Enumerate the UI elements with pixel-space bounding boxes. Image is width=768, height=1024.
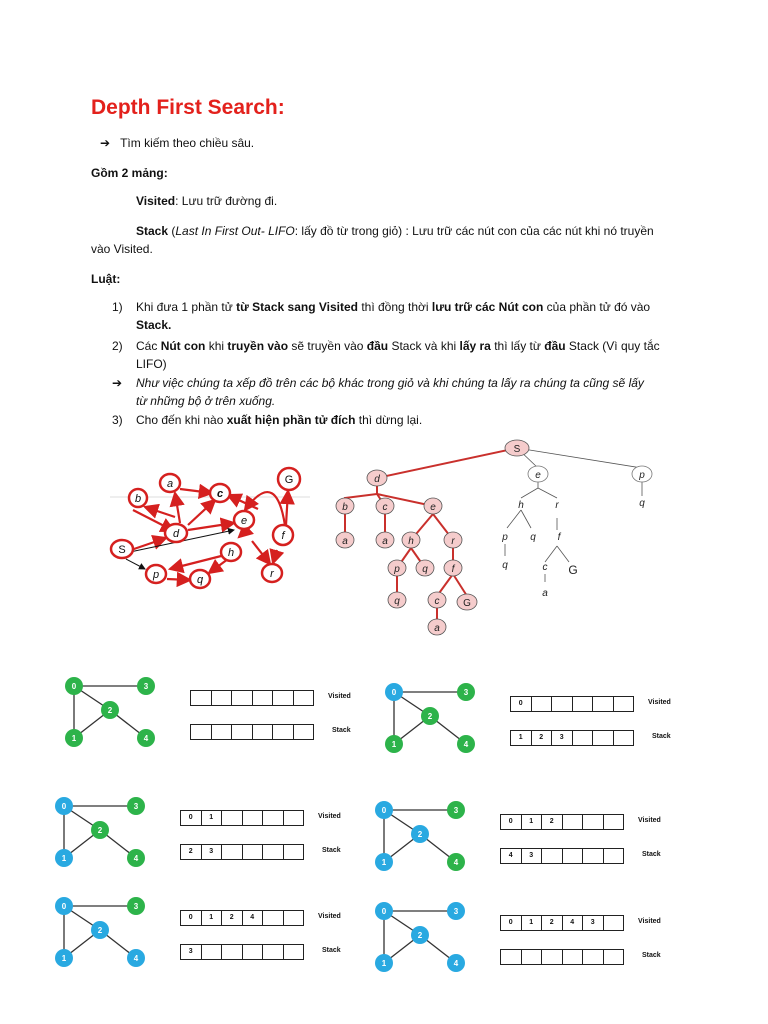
array-cell — [563, 849, 584, 863]
dfs-node-label: 1 — [381, 959, 387, 968]
graph-node-a: a — [166, 478, 174, 490]
tree-node-a3: a — [434, 623, 440, 634]
note-line-2: từ những bộ ở trên xuống. — [136, 394, 276, 408]
tree-node-d: d — [374, 474, 380, 485]
dfs-node-label: 4 — [453, 858, 459, 867]
visited-array — [500, 915, 624, 931]
note-line: ➔ Như việc chúng ta xếp đồ trên các bộ khác trong giỏ và khi chúng ta lấy ra chúng ta cũng sẽ lấy — [112, 376, 644, 390]
visited-label: Visited — [638, 918, 661, 925]
visited-definition: Visited: Lưu trữ đường đi. — [136, 194, 278, 208]
graph-node-s: S — [118, 544, 126, 556]
dfs-node-label: 1 — [61, 954, 67, 963]
dfs-graph — [370, 796, 480, 880]
array-cell — [222, 945, 243, 959]
dfs-node-label: 3 — [133, 802, 139, 811]
array-cell: 0 — [501, 916, 522, 930]
dfs-node-label: 3 — [453, 907, 459, 916]
search-tree-diagram — [325, 436, 680, 636]
array-cell — [212, 691, 233, 705]
dfs-node-label: 2 — [107, 706, 113, 715]
dfs-step-panel — [370, 796, 680, 888]
graph-node-g: G — [284, 474, 294, 486]
stack-label: Stack — [642, 851, 661, 858]
tree-node-b: b — [342, 502, 348, 513]
graph-node-h: h — [227, 547, 235, 559]
array-cell — [284, 945, 304, 959]
array-cell — [284, 845, 304, 859]
array-cell: 4 — [563, 916, 584, 930]
dfs-node-label: 4 — [463, 740, 469, 749]
array-cell: 1 — [202, 811, 223, 825]
array-cell — [593, 731, 614, 745]
dfs-graph — [60, 672, 170, 756]
intro-line — [100, 134, 700, 152]
graph-node-c: c — [216, 488, 224, 500]
dfs-graph — [50, 892, 160, 976]
tree-node-h2: h — [408, 536, 414, 547]
array-cell — [604, 815, 624, 829]
dfs-step-panel — [60, 672, 360, 764]
tree-node-g2: G — [463, 598, 471, 609]
dfs-node-label: 2 — [97, 926, 103, 935]
rule-1-line2: Stack. — [136, 318, 172, 332]
array-cell: 0 — [511, 697, 532, 711]
dfs-node-label: 0 — [61, 902, 67, 911]
array-cell — [191, 691, 212, 705]
dfs-node-label: 4 — [133, 854, 139, 863]
tree-node-a: a — [342, 536, 348, 547]
array-cell — [232, 691, 253, 705]
tree-node-p2: p — [502, 532, 508, 543]
tree-node-c2: c — [542, 562, 548, 573]
tree-node-a2: a — [382, 536, 388, 547]
array-cell — [583, 849, 604, 863]
tree-node-p: p — [639, 470, 645, 481]
visited-array — [500, 814, 624, 830]
array-cell — [583, 815, 604, 829]
array-cell: 0 — [181, 811, 202, 825]
array-cell — [253, 691, 274, 705]
dfs-node-label: 2 — [417, 931, 423, 940]
array-cell — [243, 945, 264, 959]
dfs-node-label: 3 — [453, 806, 459, 815]
stack-array — [510, 730, 634, 746]
dfs-step-panel — [50, 892, 350, 984]
array-cell — [604, 849, 624, 863]
array-cell — [232, 725, 253, 739]
array-cell — [552, 697, 573, 711]
stack-definition-2: vào Visited. — [91, 242, 153, 256]
search-graph-diagram — [100, 455, 315, 600]
array-cell: 4 — [501, 849, 522, 863]
array-cell — [202, 945, 223, 959]
array-cell — [243, 811, 264, 825]
tree-node-h: h — [518, 500, 524, 511]
array-cell: 3 — [181, 945, 202, 959]
array-cell — [263, 811, 284, 825]
array-cell: 1 — [522, 815, 543, 829]
array-cell — [604, 950, 624, 964]
array-cell — [563, 950, 584, 964]
visited-label: Visited — [648, 699, 671, 706]
array-cell: 3 — [522, 849, 543, 863]
stack-label: Stack — [652, 733, 671, 740]
graph-node-f: f — [281, 530, 285, 542]
rule-2-line2: LIFO) — [136, 357, 167, 371]
array-cell — [212, 725, 233, 739]
arrow-right-icon: ➔ — [112, 376, 123, 390]
visited-array — [190, 690, 314, 706]
visited-label: Visited — [638, 817, 661, 824]
tree-node-q: q — [639, 498, 645, 509]
rule-3: 3) Cho đến khi nào xuất hiện phần tử đích thì dừng lại. — [112, 413, 423, 427]
array-cell — [222, 845, 243, 859]
visited-array — [180, 910, 304, 926]
dfs-node-label: 0 — [381, 806, 387, 815]
array-cell — [573, 731, 594, 745]
dfs-graph — [380, 678, 490, 762]
dfs-node-label: 2 — [417, 830, 423, 839]
arrays-heading: Gồm 2 mảng: — [91, 166, 168, 180]
dfs-step-panel — [50, 792, 350, 884]
array-cell — [542, 950, 563, 964]
graph-node-e: e — [240, 515, 248, 527]
array-cell: 3 — [552, 731, 573, 745]
dfs-node-label: 0 — [71, 682, 77, 691]
dfs-node-label: 0 — [381, 907, 387, 916]
tree-node-c3: c — [434, 596, 440, 607]
dfs-node-label: 4 — [453, 959, 459, 968]
array-cell: 4 — [243, 911, 264, 925]
stack-definition: Stack (Last In First Out- LIFO: lấy đồ từ trong giỏ) : Lưu trữ các nút con của các nút khi nó truyền — [136, 224, 654, 238]
array-cell — [583, 950, 604, 964]
stack-array — [180, 944, 304, 960]
array-cell: 1 — [522, 916, 543, 930]
array-cell: 2 — [181, 845, 202, 859]
array-cell — [253, 725, 274, 739]
array-cell — [263, 845, 284, 859]
tree-node-f2: f — [451, 564, 455, 575]
dfs-node-label: 0 — [61, 802, 67, 811]
tree-node-f: f — [557, 532, 561, 543]
array-cell — [222, 811, 243, 825]
tree-node-r: r — [555, 500, 559, 511]
visited-label: Visited — [328, 693, 351, 700]
array-cell — [191, 725, 212, 739]
dfs-node-label: 2 — [97, 826, 103, 835]
array-cell — [542, 849, 563, 863]
dfs-node-label: 1 — [391, 740, 397, 749]
dfs-node-label: 3 — [143, 682, 149, 691]
tree-node-s: S — [513, 444, 521, 455]
tree-node-q2: q — [530, 532, 536, 543]
rules-heading: Luật: — [91, 272, 121, 286]
array-cell — [593, 697, 614, 711]
array-cell — [273, 725, 294, 739]
stack-array — [500, 848, 624, 864]
graph-node-q: q — [196, 574, 204, 586]
tree-node-q4: q — [502, 560, 508, 571]
array-cell — [263, 911, 284, 925]
dfs-graph — [50, 792, 160, 876]
graph-node-p: p — [152, 569, 160, 581]
graph-node-r: r — [270, 568, 274, 580]
array-cell: 2 — [542, 916, 563, 930]
array-cell — [604, 916, 624, 930]
stack-label: Stack — [322, 947, 341, 954]
array-cell: 0 — [181, 911, 202, 925]
dfs-node-label: 2 — [427, 712, 433, 721]
stack-label: Stack — [322, 847, 341, 854]
tree-node-a4: a — [542, 588, 548, 599]
stack-array — [190, 724, 314, 740]
array-cell: 3 — [202, 845, 223, 859]
dfs-node-label: 1 — [71, 734, 77, 743]
stack-array — [180, 844, 304, 860]
graph-node-b: b — [134, 493, 142, 505]
stack-label: Stack — [642, 952, 661, 959]
tree-node-e2: e — [430, 502, 436, 513]
tree-node-c: c — [382, 502, 388, 513]
array-cell — [284, 911, 304, 925]
dfs-node-label: 1 — [61, 854, 67, 863]
array-cell — [243, 845, 264, 859]
tree-node-p3: p — [394, 564, 400, 575]
visited-array — [180, 810, 304, 826]
array-cell — [284, 811, 304, 825]
dfs-step-panel — [370, 897, 680, 989]
visited-label: Visited — [318, 813, 341, 820]
array-cell: 3 — [583, 916, 604, 930]
visited-label: Visited — [318, 913, 341, 920]
array-cell: 2 — [532, 731, 553, 745]
array-cell: 2 — [542, 815, 563, 829]
tree-node-e: e — [535, 470, 541, 481]
array-cell — [522, 950, 543, 964]
array-cell — [501, 950, 522, 964]
dfs-node-label: 4 — [133, 954, 139, 963]
tree-node-q5: q — [394, 596, 400, 607]
graph-node-d: d — [172, 528, 180, 540]
array-cell — [614, 731, 634, 745]
dfs-node-label: 0 — [391, 688, 397, 697]
arrow-right-icon: ➔ — [100, 136, 111, 150]
array-cell — [563, 815, 584, 829]
dfs-step-panel — [380, 678, 680, 770]
page-title: Depth First Search: — [91, 96, 285, 119]
array-cell — [263, 945, 284, 959]
visited-array — [510, 696, 634, 712]
dfs-node-label: 3 — [463, 688, 469, 697]
array-cell: 1 — [511, 731, 532, 745]
array-cell: 0 — [501, 815, 522, 829]
rule-2: 2) Các Nút con khi truyền vào sẽ truyền vào đầu Stack và khi lấy ra thì lấy từ đầu Stack (Vì quy tắc — [112, 339, 660, 353]
dfs-node-label: 4 — [143, 734, 149, 743]
tree-node-g: G — [568, 563, 578, 577]
array-cell — [294, 691, 314, 705]
array-cell: 1 — [202, 911, 223, 925]
intro-text: Tìm kiếm theo chiều sâu. — [120, 136, 255, 150]
dfs-node-label: 3 — [133, 902, 139, 911]
array-cell — [573, 697, 594, 711]
stack-array — [500, 949, 624, 965]
tree-node-r2: r — [451, 536, 455, 547]
array-cell — [294, 725, 314, 739]
array-cell: 2 — [222, 911, 243, 925]
tree-node-q3: q — [422, 564, 428, 575]
rule-1: 1) Khi đưa 1 phần tử từ Stack sang Visited thì đồng thời lưu trữ các Nút con của phần tử đó vào — [112, 300, 651, 314]
array-cell — [273, 691, 294, 705]
array-cell — [532, 697, 553, 711]
stack-label: Stack — [332, 727, 351, 734]
array-cell — [614, 697, 634, 711]
dfs-node-label: 1 — [381, 858, 387, 867]
dfs-graph — [370, 897, 480, 981]
